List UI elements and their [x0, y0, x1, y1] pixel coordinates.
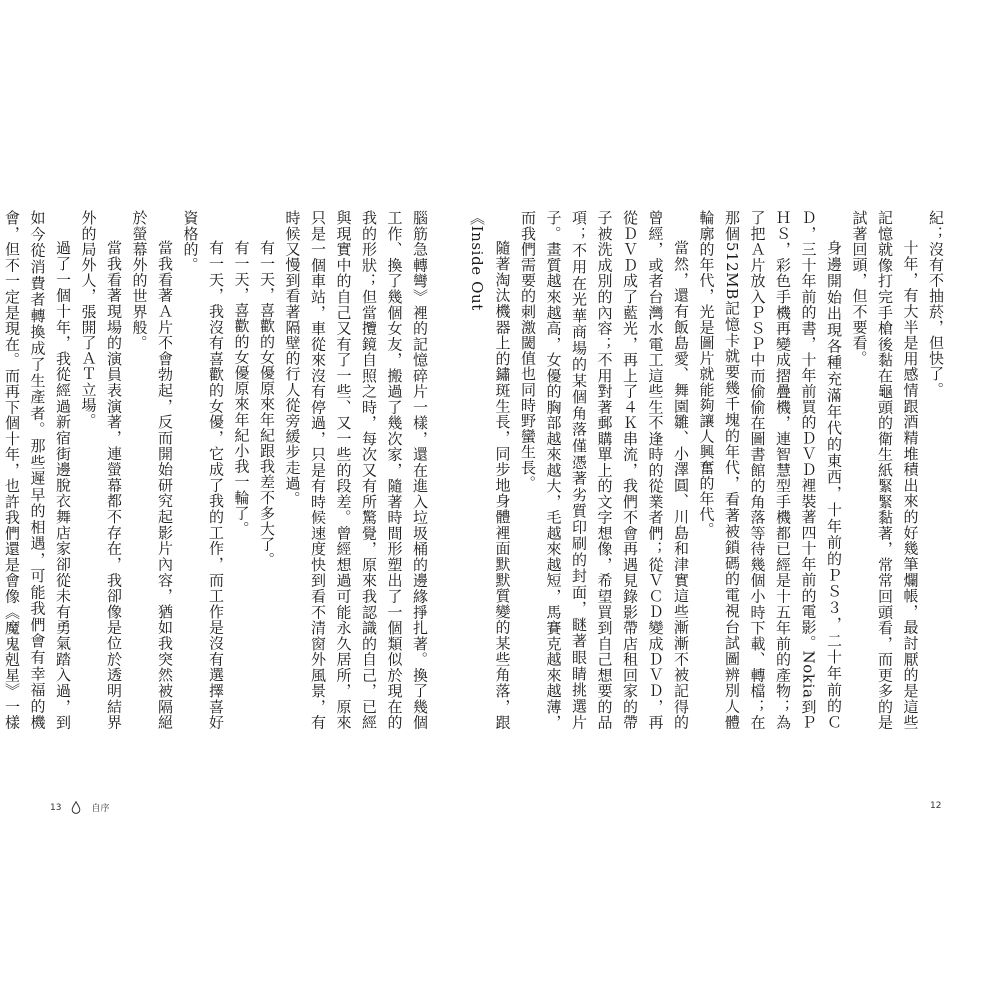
water-drop-icon — [71, 801, 81, 814]
paragraph: 腦筋急轉彎》裡的記憶碎片一樣，還在進入垃圾桶的邊緣掙扎著。換了幾個工作、換了幾個女友，搬過了幾次家，隨著時間形塑出了一個類似於現在的我的形狀；但當攬鏡自照之時，每次又有所驚覺，原來我認識的自己，已經與現實中的自己又有了一些、又一些的段差。曾經想過可能永久居所，原來只是一個車站，車從來沒有停過，只是有時候速度快到看不清窗外風景，有時候又慢到看著隔壁的行人從旁緩步走過。 — [283, 210, 429, 730]
paragraph: 過了一個十年，我從經過新宿街邊脫衣舞店家卻從未有勇氣踏入過，到如今從消費者轉換成了生產者。那些遲早的相遇，可能我們會有幸福的機會，但不一定是現在。而再下個十年，也許我們還是會像《魔鬼剋星》一樣 — [3, 210, 72, 730]
paragraph: 當我看著Ａ片不會勃起，反而開始研究起影片內容，猶如我突然被隔絕於螢幕外的世界般。 — [130, 210, 174, 730]
paragraph: 十年，有大半是用感情跟酒精堆積出來的好幾筆爛帳，最討厭的是這些記憶就像打完手槍後黏在龜頭的衛生紙緊緊黏著，常常回頭看，而更多的是試著回頭，但不要看。 — [850, 210, 920, 730]
paragraph: 紀；沒有不抽菸，但快了。 — [927, 210, 945, 398]
paragraph: 有一天，喜歡的女優原來年紀小我一輪了。 — [232, 240, 251, 537]
right-page — [468, 0, 1000, 1000]
page-number: 12 — [930, 801, 942, 811]
paragraph: 有一天，我沒有喜歡的女優，它成了我的工作，而工作是沒有選擇喜好資格的。 — [181, 210, 225, 730]
paragraph: 當然，還有飯島愛、舞園雛、小澤圓、川島和津實這些漸漸不被記得的曾經，或者台灣水電工這些生不逢時的從業者們；從ＶＣＤ變成ＤＶＤ，再從ＤＶＤ成了藍光，再上了４Ｋ串流，我們不會再遇見錄影帶店租回家的帶子被洗成別的內容；不用對著郵購單上的文字想像，希望買到自己想要的品項；不用在光華商場的某個角落僅憑著劣質印刷的封面，瞇著眼睛挑選片子。畫質越來越高，女優的胸部越來越大，毛越來越短，馬賽克越來越薄，而我們需要的刺激閾值也同時野蠻生長。 — [519, 210, 690, 730]
left-page-text — [3, 210, 432, 730]
running-head: 自序 — [91, 804, 110, 814]
paragraph: 當我看著現場的演員表演著，連螢幕都不存在，我卻像是位於透明結界外的局外人，張開了ＡＴ立場。 — [79, 210, 123, 730]
left-page-footer — [50, 801, 109, 814]
paragraph: 隨著淘汰機器上的鏽斑生長，同步地身體裡面默默質變的某些角落，跟《Inside Out — [468, 210, 512, 730]
right-page-footer — [930, 801, 941, 811]
paragraph: 有一天，喜歡的女優原來年紀跟我差不多大了。 — [258, 240, 276, 568]
paragraph: 身邊開始出現各種充滿年代的東西，十年前的ＰＳ３，二十年前的ＣＤ，三十年前的書，十年前買的ＤＶＤ裡裝著四十年前的電影。Nokia到ＰＨＳ，彩色手機再變成摺疊機，連智慧型手機都已經是十五年前的產物；為了把Ａ片放入ＰＳＰ中而偷偷在圖書館的角落等待幾個小時下載、轉檔；在那個512MB記憶卡就要幾千塊的年代，看著被鎖碼的電視台試圖辨別人體輪廓的年代，光是圖片就能夠讓人興奮的年代。 — [697, 210, 843, 730]
page-number: 13 — [50, 802, 62, 813]
right-page-text — [468, 210, 948, 730]
